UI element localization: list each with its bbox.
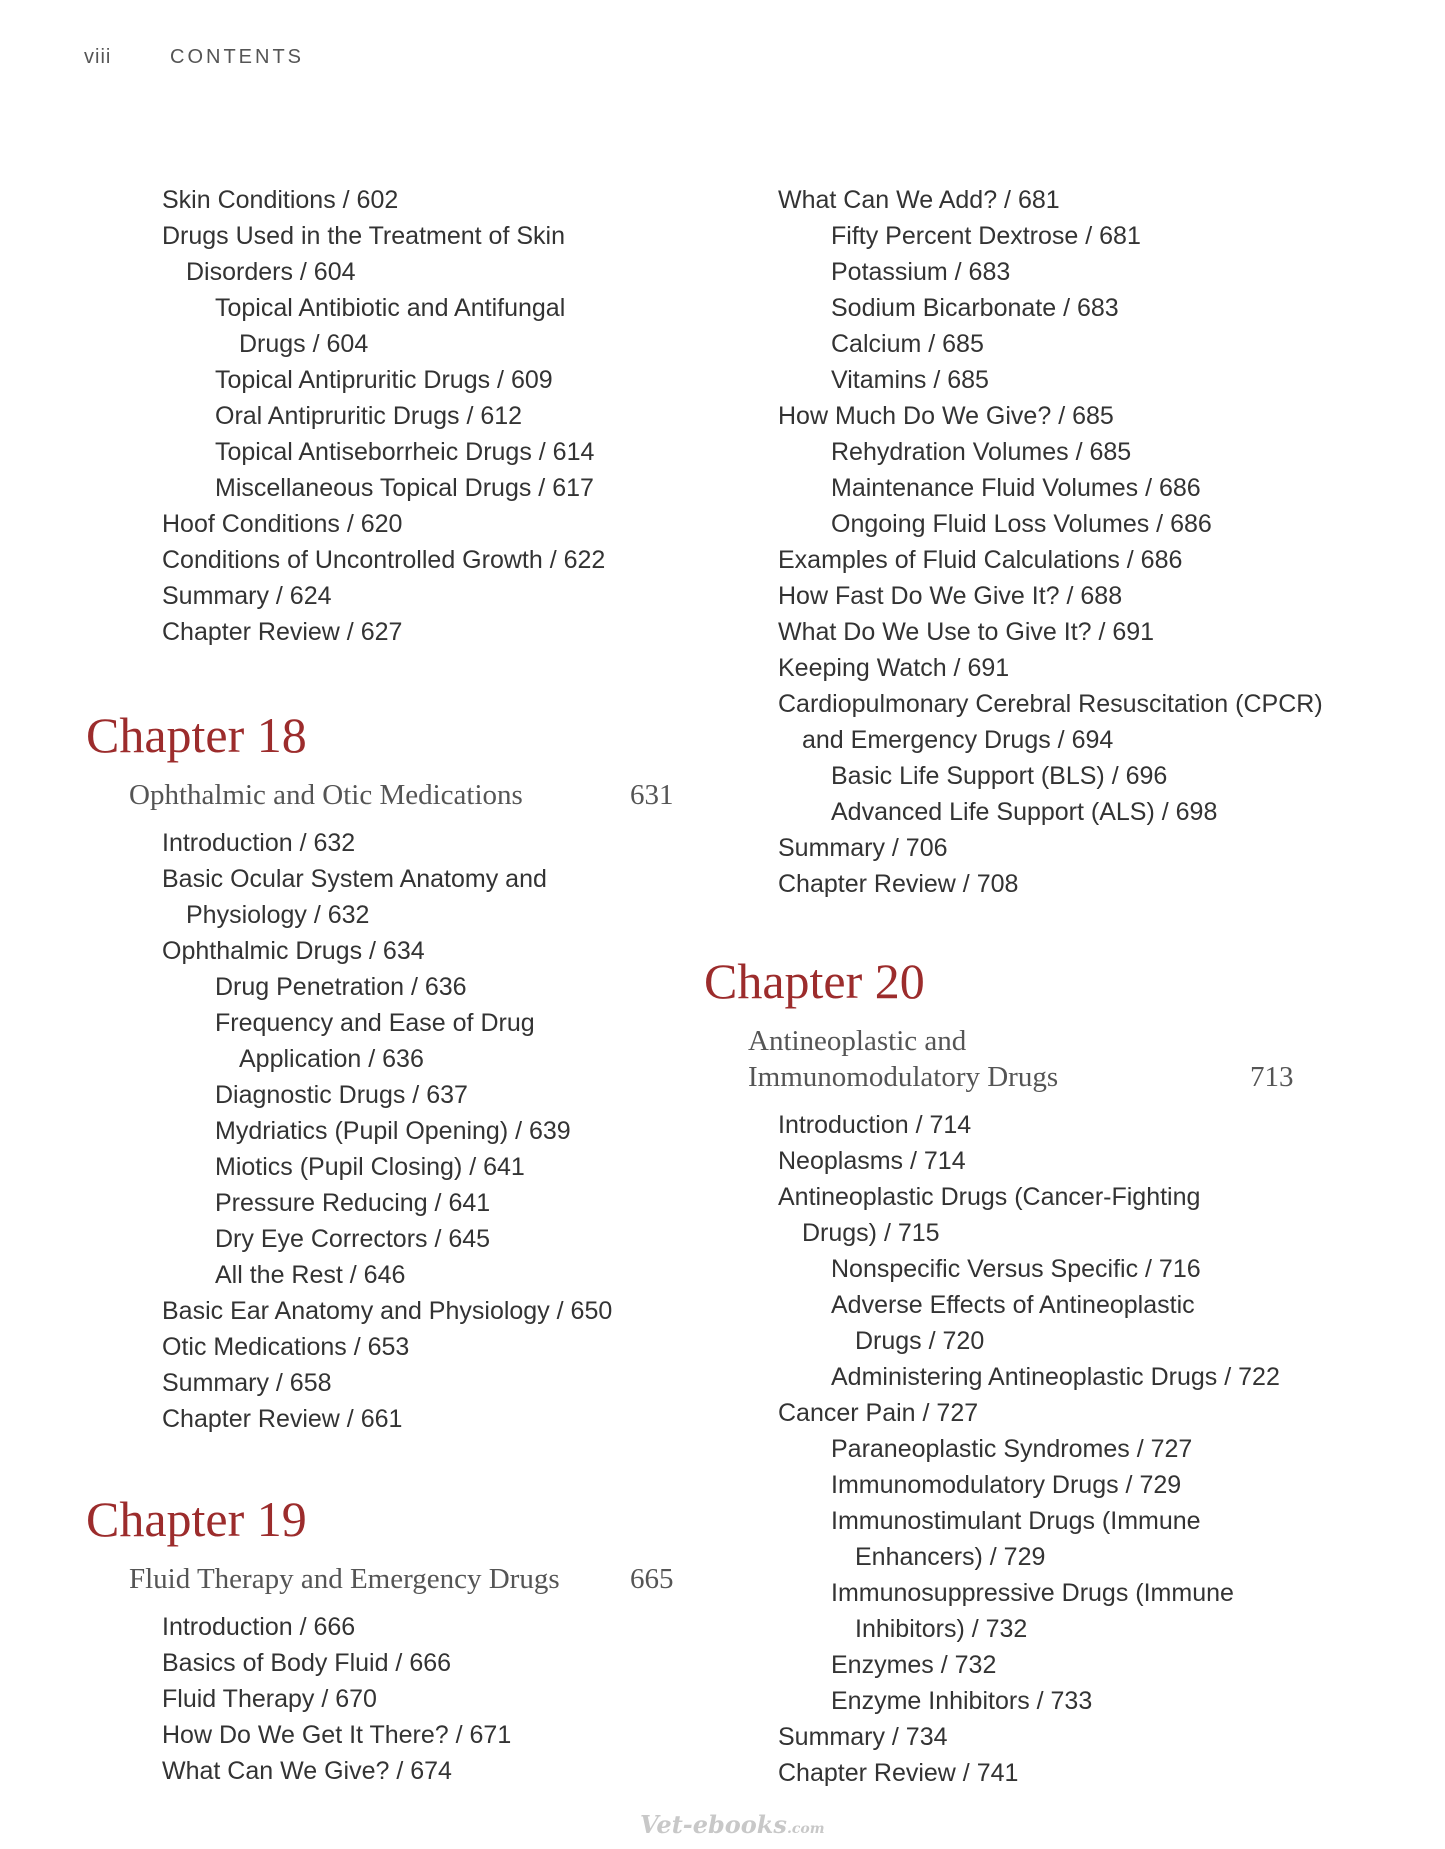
toc-entry[interactable]: Enhancers) / 729: [855, 1543, 1046, 1571]
toc-entry[interactable]: What Do We Use to Give It? / 691: [778, 618, 1155, 646]
toc-entry[interactable]: Disorders / 604: [186, 258, 356, 286]
chapter-title-line-1[interactable]: Antineoplastic and: [748, 1025, 967, 1057]
toc-entry[interactable]: Topical Antibiotic and Antifungal: [215, 294, 566, 322]
toc-entry[interactable]: Potassium / 683: [831, 258, 1011, 286]
toc-entry[interactable]: Miscellaneous Topical Drugs / 617: [215, 474, 594, 502]
toc-entry[interactable]: Drug Penetration / 636: [215, 973, 467, 1001]
toc-entry[interactable]: Basic Ocular System Anatomy and: [162, 865, 547, 893]
toc-entry[interactable]: How Do We Get It There? / 671: [162, 1721, 512, 1749]
toc-entry[interactable]: Pressure Reducing / 641: [215, 1189, 491, 1217]
toc-entry[interactable]: Basics of Body Fluid / 666: [162, 1649, 452, 1677]
toc-entry[interactable]: Ongoing Fluid Loss Volumes / 686: [831, 510, 1212, 538]
chapter-title[interactable]: Ophthalmic and Otic Medications: [129, 779, 523, 811]
toc-entry[interactable]: Chapter Review / 741: [778, 1759, 1019, 1787]
toc-entry[interactable]: Sodium Bicarbonate / 683: [831, 294, 1119, 322]
watermark-logo: [640, 1810, 825, 1839]
toc-entry[interactable]: Chapter Review / 627: [162, 618, 403, 646]
toc-entry[interactable]: Rehydration Volumes / 685: [831, 438, 1132, 466]
toc-entry[interactable]: Inhibitors) / 732: [855, 1615, 1028, 1643]
chapter-page-number: 665: [630, 1563, 674, 1595]
toc-entry[interactable]: Diagnostic Drugs / 637: [215, 1081, 468, 1109]
toc-entry[interactable]: Otic Medications / 653: [162, 1333, 410, 1361]
running-head: CONTENTS: [170, 46, 304, 68]
toc-entry[interactable]: Nonspecific Versus Specific / 716: [831, 1255, 1201, 1283]
toc-entry[interactable]: Examples of Fluid Calculations / 686: [778, 546, 1183, 574]
toc-entry[interactable]: Application / 636: [239, 1045, 424, 1073]
toc-entry[interactable]: Antineoplastic Drugs (Cancer-Fighting: [778, 1183, 1201, 1211]
toc-entry[interactable]: Fifty Percent Dextrose / 681: [831, 222, 1141, 250]
chapter-title[interactable]: Fluid Therapy and Emergency Drugs: [129, 1563, 560, 1595]
toc-entry[interactable]: Fluid Therapy / 670: [162, 1685, 377, 1713]
toc-entry[interactable]: Hoof Conditions / 620: [162, 510, 403, 538]
toc-entry[interactable]: Keeping Watch / 691: [778, 654, 1010, 682]
toc-entry[interactable]: Advanced Life Support (ALS) / 698: [831, 798, 1218, 826]
toc-entry[interactable]: Drugs / 720: [855, 1327, 985, 1355]
toc-entry[interactable]: Chapter Review / 661: [162, 1405, 403, 1433]
toc-entry[interactable]: Vitamins / 685: [831, 366, 989, 394]
toc-entry[interactable]: What Can We Add? / 681: [778, 186, 1060, 214]
toc-entry[interactable]: Topical Antiseborrheic Drugs / 614: [215, 438, 595, 466]
chapter-title-line-2[interactable]: Immunomodulatory Drugs: [748, 1061, 1059, 1093]
chapter-page-number: 713: [1250, 1061, 1294, 1093]
page-number: viii: [84, 46, 112, 68]
toc-entry[interactable]: Adverse Effects of Antineoplastic: [831, 1291, 1195, 1319]
toc-entry[interactable]: Drugs) / 715: [802, 1219, 940, 1247]
toc-entry[interactable]: Enzymes / 732: [831, 1651, 997, 1679]
toc-entry[interactable]: Drugs / 604: [239, 330, 369, 358]
toc-entry[interactable]: Basic Life Support (BLS) / 696: [831, 762, 1168, 790]
toc-entry[interactable]: Neoplasms / 714: [778, 1147, 966, 1175]
toc-entry[interactable]: Immunomodulatory Drugs / 729: [831, 1471, 1182, 1499]
toc-entry[interactable]: Paraneoplastic Syndromes / 727: [831, 1435, 1193, 1463]
toc-entry[interactable]: Dry Eye Correctors / 645: [215, 1225, 491, 1253]
toc-entry[interactable]: Ophthalmic Drugs / 634: [162, 937, 425, 965]
toc-entry[interactable]: Mydriatics (Pupil Opening) / 639: [215, 1117, 571, 1145]
chapter-heading: Chapter 18: [86, 707, 307, 763]
toc-entry[interactable]: What Can We Give? / 674: [162, 1757, 452, 1785]
toc-entry[interactable]: Cardiopulmonary Cerebral Resuscitation (CPCR): [778, 690, 1323, 718]
watermark-suffix: .com: [786, 1821, 825, 1837]
page-header: [84, 46, 304, 69]
toc-entry[interactable]: Physiology / 632: [186, 901, 370, 929]
toc-entry[interactable]: Enzyme Inhibitors / 733: [831, 1687, 1093, 1715]
toc-entry[interactable]: Miotics (Pupil Closing) / 641: [215, 1153, 525, 1181]
toc-entry[interactable]: Immunosuppressive Drugs (Immune: [831, 1579, 1234, 1607]
toc-entry[interactable]: Maintenance Fluid Volumes / 686: [831, 474, 1201, 502]
toc-entry[interactable]: Oral Antipruritic Drugs / 612: [215, 402, 523, 430]
toc-entry[interactable]: Immunostimulant Drugs (Immune: [831, 1507, 1201, 1535]
toc-entry[interactable]: Frequency and Ease of Drug: [215, 1009, 535, 1037]
chapter-heading: Chapter 19: [86, 1491, 307, 1547]
toc-entry[interactable]: How Fast Do We Give It? / 688: [778, 582, 1123, 610]
toc-entry[interactable]: All the Rest / 646: [215, 1261, 406, 1289]
chapter-page-number: 631: [630, 779, 674, 811]
toc-entry[interactable]: Introduction / 714: [778, 1111, 972, 1139]
toc-entry[interactable]: Summary / 658: [162, 1369, 332, 1397]
toc-entry[interactable]: Introduction / 666: [162, 1613, 356, 1641]
toc-entry[interactable]: Calcium / 685: [831, 330, 984, 358]
toc-entry[interactable]: Summary / 624: [162, 582, 332, 610]
toc-entry[interactable]: Basic Ear Anatomy and Physiology / 650: [162, 1297, 613, 1325]
chapter-heading: Chapter 20: [704, 953, 925, 1009]
toc-entry[interactable]: Chapter Review / 708: [778, 870, 1019, 898]
toc-entry[interactable]: Conditions of Uncontrolled Growth / 622: [162, 546, 606, 574]
toc-entry[interactable]: Summary / 734: [778, 1723, 948, 1751]
toc-entry[interactable]: Drugs Used in the Treatment of Skin: [162, 222, 565, 250]
watermark-text: Vet-ebooks: [640, 1810, 787, 1839]
toc-entry[interactable]: Topical Antipruritic Drugs / 609: [215, 366, 553, 394]
toc-entry[interactable]: and Emergency Drugs / 694: [802, 726, 1114, 754]
toc-entry[interactable]: Administering Antineoplastic Drugs / 722: [831, 1363, 1280, 1391]
toc-entry[interactable]: Introduction / 632: [162, 829, 356, 857]
toc-entry[interactable]: Skin Conditions / 602: [162, 186, 399, 214]
toc-entry[interactable]: How Much Do We Give? / 685: [778, 402, 1114, 430]
toc-entry[interactable]: Cancer Pain / 727: [778, 1399, 979, 1427]
toc-entry[interactable]: Summary / 706: [778, 834, 948, 862]
